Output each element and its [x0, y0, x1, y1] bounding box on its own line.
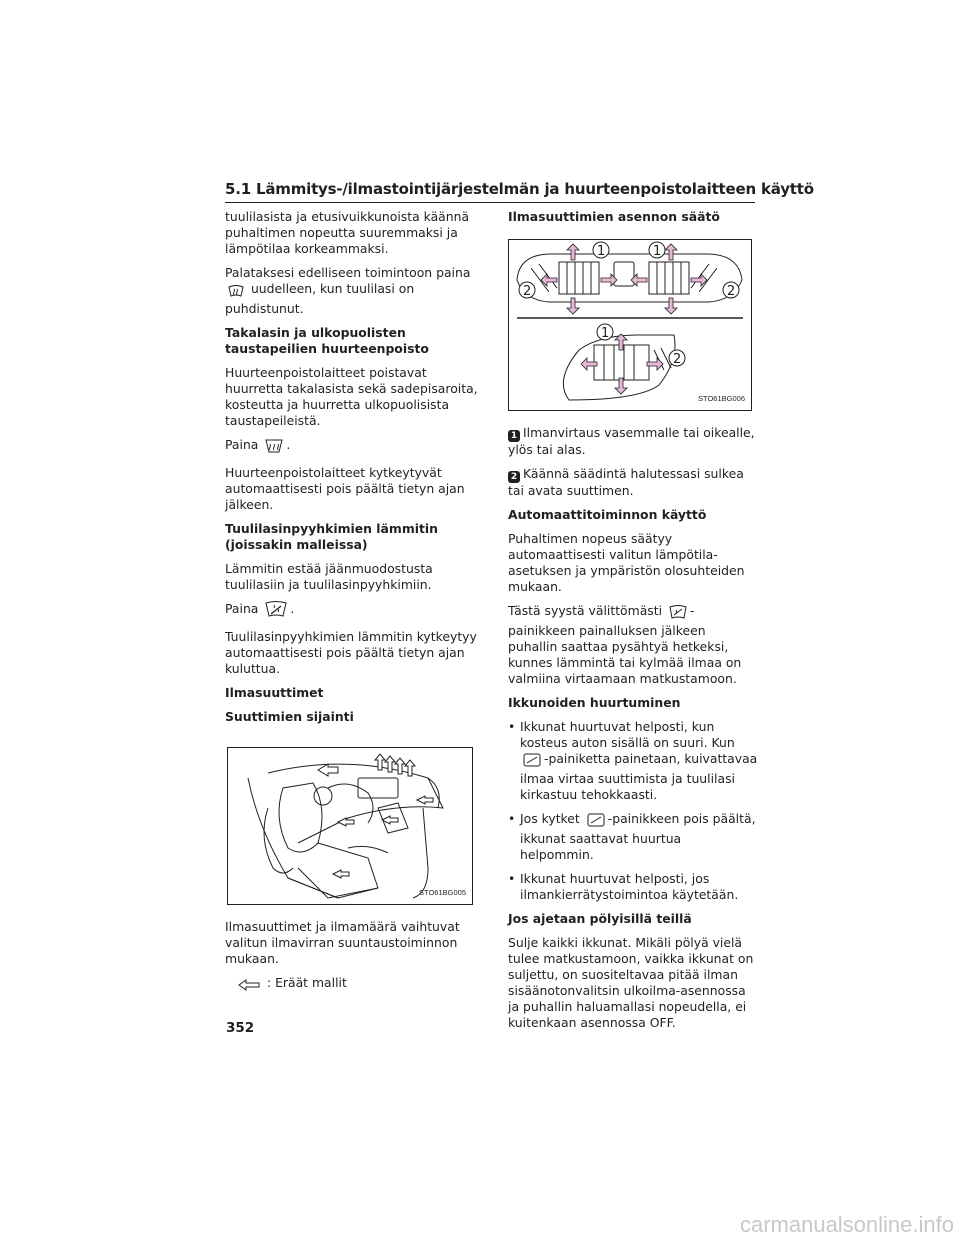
numbered-item: 2 Käännä säädintä halutessasi sulkea tai avata suuttimen.	[508, 466, 744, 498]
item-number: 2	[508, 471, 520, 483]
vent-location-figure	[227, 747, 473, 905]
subheading: Automaattitoiminnon käyttö	[508, 507, 707, 522]
paragraph: Paina .	[225, 437, 480, 457]
watermark: carmanualsonline.info	[739, 1212, 954, 1237]
paragraph: Lämmitin estää jäänmuodostusta tuulilasiin ja tuulilasinpyyhkimiin.	[225, 561, 433, 592]
wiper-heater-icon	[265, 601, 287, 621]
subheading: Suuttimien sijainti	[225, 709, 354, 724]
list-item: • Jos kytket -painikkeen pois päältä, ikkunat saattavat huurtua helpommin.	[508, 811, 758, 863]
page-number: 352	[226, 1020, 255, 1036]
paragraph: Huurteenpoistolaitteet kytkeytyvät automaattisesti pois päältä tietyn ajan jälkeen.	[225, 465, 465, 512]
list-item: • Ikkunat huurtuvat helposti, jos ilmankierrätystoimintoa käytetään.	[508, 871, 758, 903]
vent-arrow-icon	[238, 979, 260, 995]
section-header: 5.1 Lämmitys-/ilmastointijärjestelmän ja huurteenpoistolaitteen käyttö	[225, 180, 755, 203]
legend: : Eräät mallit	[225, 975, 480, 995]
callout-1: 1	[597, 244, 606, 259]
callout-1: 1	[653, 244, 662, 259]
windshield-defog-icon	[228, 285, 244, 301]
paragraph: Ilmasuuttimet ja ilmamäärä vaihtuvat valitun ilmavirran suuntaustoiminnon mukaan.	[225, 919, 460, 966]
paragraph: Tuulilasinpyyhkimien lämmitin kytkeytyy automaattisesti pois päältä tietyn ajan kuluttua.	[225, 629, 477, 676]
rear-defog-icon	[265, 439, 283, 457]
subheading: Jos ajetaan pölyisillä teillä	[508, 911, 692, 926]
figure-code: STO61BG005	[419, 888, 466, 897]
paragraph: Puhaltimen nopeus säätyy automaattisesti valitun lämpötila-asetuksen ja ympäristön olosuhteiden mukaan.	[508, 531, 745, 594]
callout-2: 2	[523, 284, 532, 299]
car-interior-illustration	[228, 748, 472, 904]
right-column	[508, 209, 758, 1039]
paragraph: Tästä syystä välittömästi -painikkeen painalluksen jälkeen puhallin saattaa pysähtyä hetkeksi, kunnes lämmintä tai kylmää ilmaa on valmiina virtaamaan matkustamoon.	[508, 603, 742, 686]
subheading: Takalasin ja ulkopuolisten taustapeilien huurteenpoisto	[225, 325, 429, 356]
paragraph: Sulje kaikki ikkunat. Mikäli pölyä vielä tulee matkustamoon, vaikka ikkunat on suljettu, on suositeltavaa pitää ilman sisäänotonvalitsin ulkoilma-asennossa ja puhallin haluamallasi nopeudella, ei kuitenkaan asennossa OFF.	[508, 935, 754, 1030]
subheading: Ilmasuuttimien asennon säätö	[508, 209, 720, 224]
ac-icon	[523, 753, 541, 771]
callout-2: 2	[673, 352, 682, 367]
paragraph: Huurteenpoistolaitteet poistavat huurretta takalasista sekä sadepisaroita, kosteutta ja huurretta ulkopuolisista taustapeileistä.	[225, 365, 478, 428]
numbered-item: 1 Ilmanvirtaus vasemmalle tai oikealle, ylös tai alas.	[508, 425, 755, 457]
item-number: 1	[508, 430, 520, 442]
callout-2: 2	[727, 284, 736, 299]
auto-ac-icon	[669, 605, 687, 623]
left-column	[225, 209, 480, 1003]
subheading: Ikkunoiden huurtuminen	[508, 695, 681, 710]
vent-illustration	[509, 240, 751, 410]
paragraph: Palataksesi edelliseen toimintoon paina uudelleen, kun tuulilasi on puhdistunut.	[225, 265, 471, 316]
paragraph: tuulilasista ja etusivuikkunoista käännä puhaltimen nopeutta suuremmaksi ja lämpötilaa korkeammaksi.	[225, 209, 470, 256]
figure-code: STO61BG006	[698, 394, 745, 403]
list-item: • Ikkunat huurtuvat helposti, kun kosteus auton sisällä on suuri. Kun -painiketta painetaan, kuivattavaa ilmaa virtaa suuttimista ja tuulilasi kirkastuu tehokkaasti.	[508, 719, 758, 803]
ac-icon	[587, 813, 605, 831]
subheading: Tuulilasinpyyhkimien lämmitin (joissakin malleissa)	[225, 521, 438, 552]
bullet-list	[508, 719, 758, 903]
paragraph: Paina .	[225, 601, 480, 621]
vent-adjustment-figure	[508, 239, 752, 411]
callout-1: 1	[601, 326, 610, 341]
subheading: Ilmasuuttimet	[225, 685, 324, 700]
